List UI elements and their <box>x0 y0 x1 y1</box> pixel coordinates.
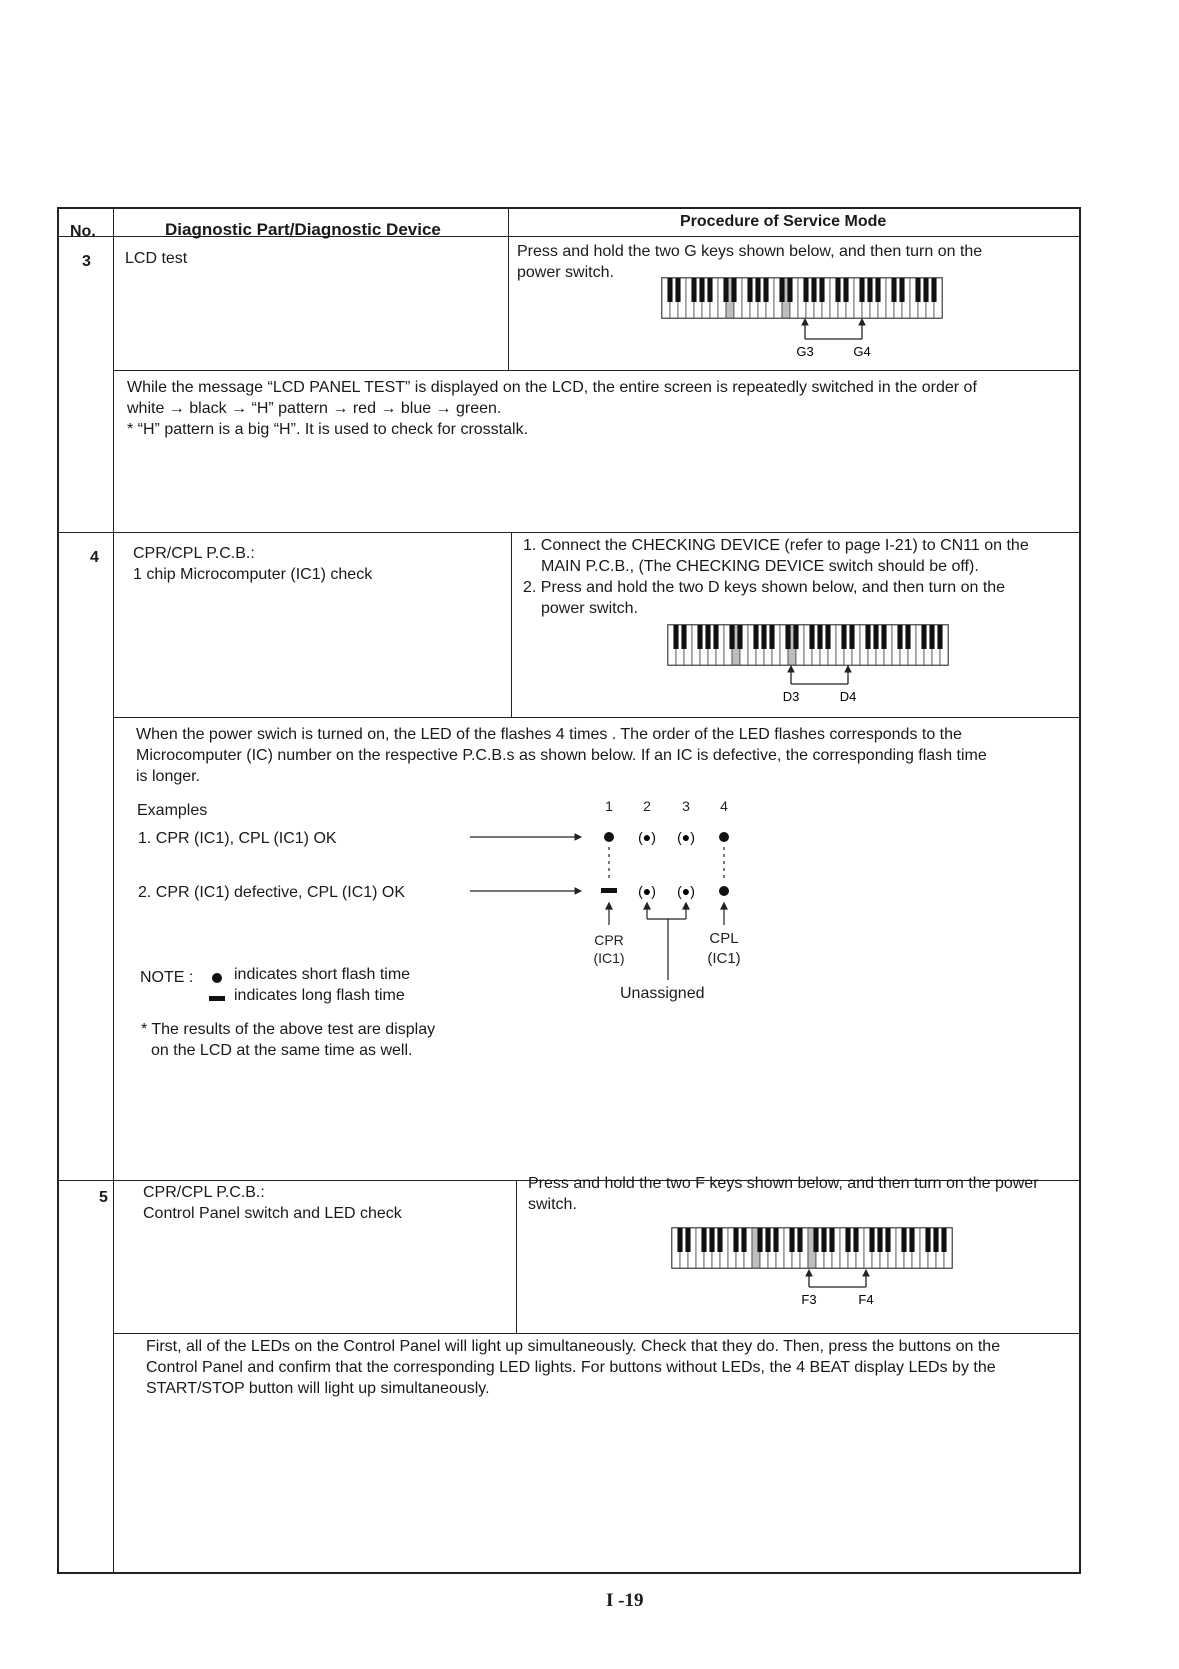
black-key <box>921 625 926 649</box>
key-label-g3: G3 <box>796 344 814 359</box>
black-key <box>729 625 734 649</box>
black-key <box>923 278 928 302</box>
black-key <box>899 278 904 302</box>
row-4-part: CPR/CPL P.C.B.: 1 chip Microcomputer (IC1) check <box>133 545 373 583</box>
black-key <box>705 625 710 649</box>
col-label-4: 4 <box>720 798 728 814</box>
black-key <box>779 278 784 302</box>
black-key <box>859 278 864 302</box>
header-no: No. <box>70 223 96 240</box>
example-1: 1. CPR (IC1), CPL (IC1) OK <box>138 830 337 847</box>
col-label-1: 1 <box>605 798 613 814</box>
row-3-number: 3 <box>82 253 91 270</box>
unassigned-label: Unassigned <box>620 985 705 1002</box>
cpl-label: CPL <box>709 930 739 947</box>
black-key <box>937 625 942 649</box>
black-key <box>707 278 712 302</box>
key-label-f3: F3 <box>801 1292 817 1307</box>
black-key <box>737 625 742 649</box>
col-label-2: 2 <box>643 798 651 814</box>
footnote: * The results of the above test are display on the LCD at the same time as well. <box>141 1021 436 1059</box>
led-flash-diagram <box>460 795 780 985</box>
led-ex1-2: (●) <box>638 829 656 845</box>
cpr-ic: (IC1) <box>593 950 625 966</box>
black-key <box>793 625 798 649</box>
black-key <box>709 1228 714 1252</box>
row-5-number: 5 <box>99 1189 108 1206</box>
black-key <box>867 278 872 302</box>
black-key <box>845 1228 850 1252</box>
led-ex2-4 <box>719 886 729 896</box>
cpr-label: CPR <box>594 932 624 948</box>
note-long: indicates long flash time <box>234 987 405 1004</box>
note-label: NOTE : <box>140 969 194 986</box>
black-key <box>681 625 686 649</box>
note-short: indicates short flash time <box>234 966 411 983</box>
black-key <box>675 278 680 302</box>
black-key <box>757 1228 762 1252</box>
black-key <box>763 278 768 302</box>
black-key <box>811 278 816 302</box>
black-key <box>835 278 840 302</box>
black-key <box>909 1228 914 1252</box>
row-3-notes: While the message “LCD PANEL TEST” is displayed on the LCD, the entire screen is repeatedly switched in the order of white → black → “H” pattern → red → blue → green. * “H” pattern is a big “H”. It is used to check for crosstalk. <box>127 379 977 438</box>
note-symbols <box>208 968 230 1008</box>
example-2: 2. CPR (IC1) defective, CPL (IC1) OK <box>138 884 406 901</box>
led-ex1-1 <box>604 832 614 842</box>
black-key <box>789 1228 794 1252</box>
short-flash-symbol <box>212 973 222 983</box>
black-key <box>723 278 728 302</box>
black-key <box>813 1228 818 1252</box>
black-key <box>741 1228 746 1252</box>
led-ex1-4 <box>719 832 729 842</box>
cpl-ic: (IC1) <box>707 950 741 967</box>
black-key <box>825 625 830 649</box>
black-key <box>787 278 792 302</box>
keyboard-diagram-d <box>667 624 957 709</box>
row-3-procedure: Press and hold the two G keys shown below, and then turn on the power switch. <box>517 243 983 281</box>
row-5-notes: First, all of the LEDs on the Control Panel will light up simultaneously. Check that they do. Then, press the buttons on the Control Panel and confirm that the corresponding LED lights. For buttons without LEDs, the 4 BEAT display LEDs by the START/STOP button will light up simultaneously. <box>146 1338 1001 1397</box>
black-key <box>747 278 752 302</box>
col-label-3: 3 <box>682 798 690 814</box>
row-4-number: 4 <box>90 549 99 566</box>
black-key <box>697 625 702 649</box>
page-number: I -19 <box>606 1590 644 1611</box>
example-arrows <box>470 834 581 894</box>
black-key <box>733 1228 738 1252</box>
black-key <box>915 278 920 302</box>
black-key <box>809 625 814 649</box>
black-key <box>931 278 936 302</box>
keyboard-g-keys <box>662 278 942 318</box>
black-key <box>875 278 880 302</box>
keyboard-diagram-f <box>671 1227 961 1312</box>
black-key <box>673 625 678 649</box>
black-key <box>699 278 704 302</box>
black-key <box>785 625 790 649</box>
black-key <box>773 1228 778 1252</box>
black-key <box>685 1228 690 1252</box>
header-part: Diagnostic Part/Diagnostic Device <box>165 220 441 239</box>
black-key <box>821 1228 826 1252</box>
led-ex1-3: (●) <box>677 829 695 845</box>
black-key <box>819 278 824 302</box>
black-key <box>869 1228 874 1252</box>
black-key <box>731 278 736 302</box>
led-ex2-3: (●) <box>677 883 695 899</box>
led-ex2-2: (●) <box>638 883 656 899</box>
black-key <box>803 278 808 302</box>
black-key <box>905 625 910 649</box>
black-key <box>797 1228 802 1252</box>
key-arrow-d <box>788 666 851 684</box>
black-key <box>849 625 854 649</box>
keyboard-diagram-g <box>661 277 951 362</box>
black-key <box>691 278 696 302</box>
black-key <box>881 625 886 649</box>
black-key <box>941 1228 946 1252</box>
black-key <box>853 1228 858 1252</box>
row-4-notes: When the power swich is turned on, the LED of the flashes 4 times . The order of the LED flashes corresponds to the Microcomputer (IC) number on the respective P.C.B.s as shown below. If an IC is defective, the corresponding flash time is longer. <box>136 726 987 785</box>
black-key <box>769 625 774 649</box>
black-key <box>841 625 846 649</box>
black-key <box>873 625 878 649</box>
long-flash-symbol <box>209 996 225 1001</box>
black-key <box>865 625 870 649</box>
black-key <box>885 1228 890 1252</box>
row-5-procedure: Press and hold the two F keys shown below, and then turn on the power switch. <box>528 1175 1039 1213</box>
examples-title: Examples <box>137 802 208 819</box>
black-key <box>829 1228 834 1252</box>
led-ex2-1 <box>601 888 617 893</box>
black-key <box>897 625 902 649</box>
black-key <box>677 1228 682 1252</box>
key-arrow-f <box>806 1270 869 1287</box>
row-5-part: CPR/CPL P.C.B.: Control Panel switch and LED check <box>143 1184 402 1222</box>
black-key <box>761 625 766 649</box>
key-label-d4: D4 <box>839 689 857 704</box>
key-label-f4: F4 <box>858 1292 874 1307</box>
black-key <box>925 1228 930 1252</box>
black-key <box>701 1228 706 1252</box>
black-key <box>765 1228 770 1252</box>
black-key <box>753 625 758 649</box>
black-key <box>755 278 760 302</box>
black-key <box>667 278 672 302</box>
black-key <box>929 625 934 649</box>
black-key <box>933 1228 938 1252</box>
black-key <box>843 278 848 302</box>
black-key <box>713 625 718 649</box>
black-key <box>901 1228 906 1252</box>
key-label-d3: D3 <box>782 689 800 704</box>
black-key <box>817 625 822 649</box>
black-key <box>877 1228 882 1252</box>
keyboard-d-keys <box>668 625 948 665</box>
black-key <box>891 278 896 302</box>
keyboard-f-keys <box>672 1228 952 1268</box>
header-procedure: Procedure of Service Mode <box>680 213 887 230</box>
key-arrow-g <box>802 319 865 339</box>
black-key <box>717 1228 722 1252</box>
row-4-procedure: 1. Connect the CHECKING DEVICE (refer to page I-21) to CN11 on the MAIN P.C.B., (The CHECKING DEVICE switch should be off). 2. Press and hold the two D keys shown below, and then turn on the power switch. <box>523 537 1029 617</box>
row-3-part: LCD test <box>125 250 188 267</box>
key-label-g4: G4 <box>853 344 871 359</box>
